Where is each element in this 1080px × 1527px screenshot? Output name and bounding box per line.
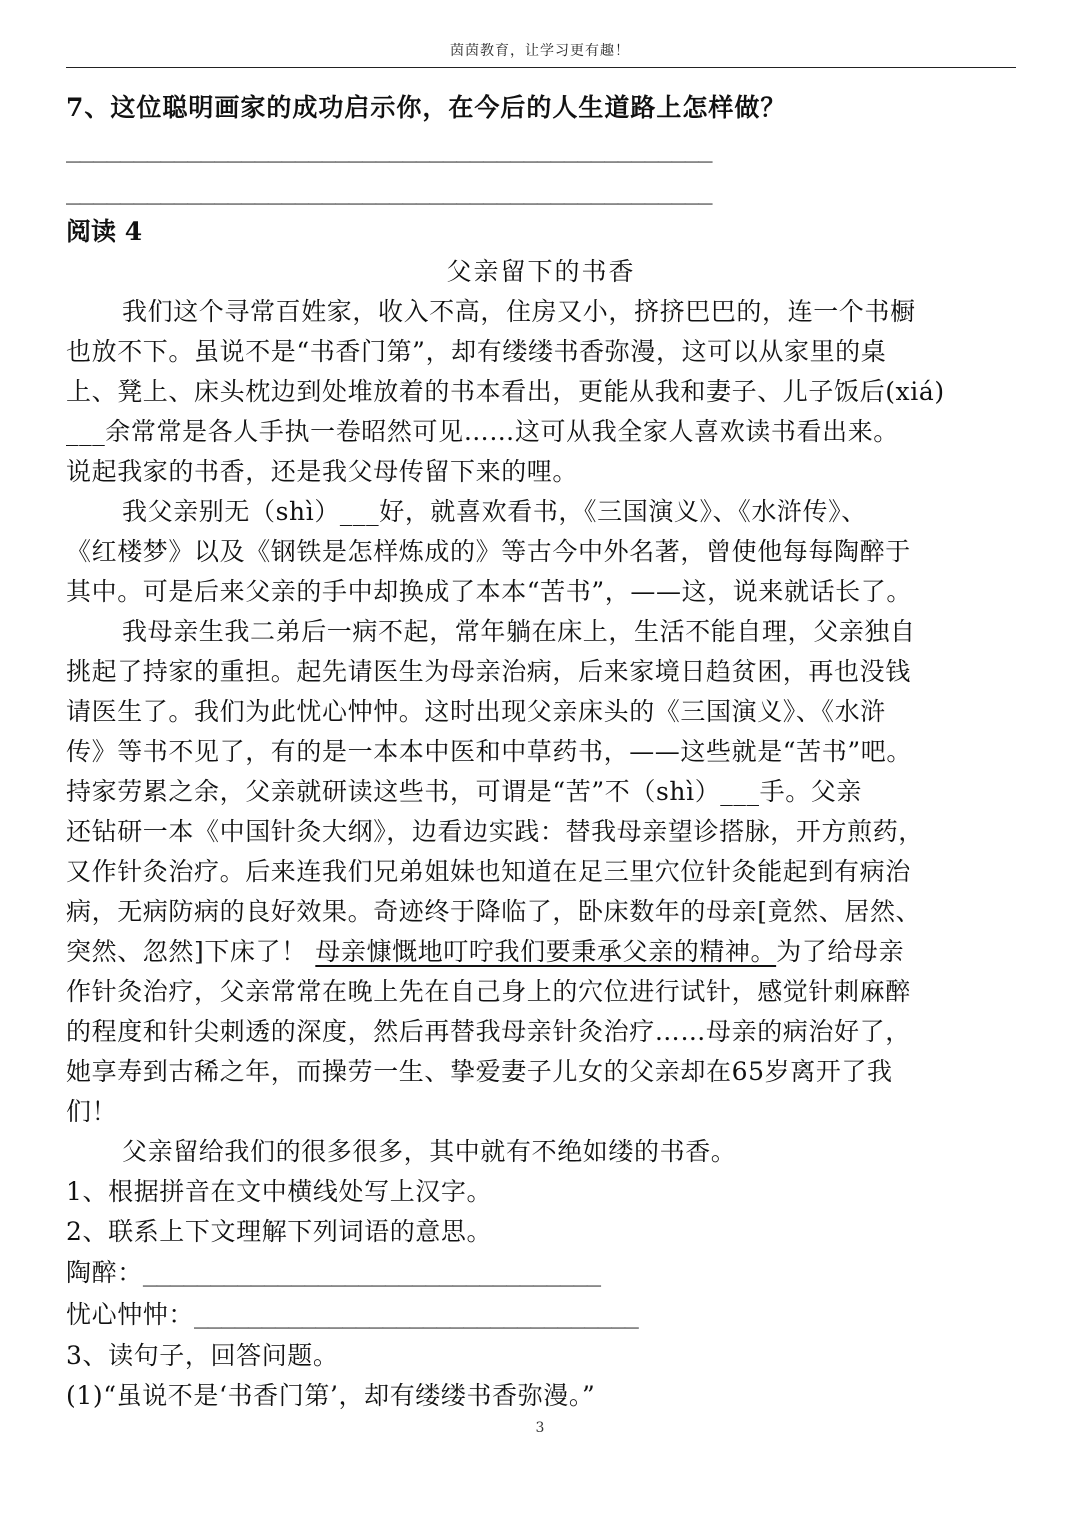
word-row-2 xyxy=(66,1294,1016,1336)
article-line: 也放不下。虽说不是“书香门第”，却有缕缕书香弥漫，这可以从家里的桌 xyxy=(66,337,887,366)
article-line: 上、凳上、床头枕边到处堆放着的书本看出，更能从我和妻子、儿子饭后(xiá) xyxy=(66,377,945,406)
article-line: 还钻研一本《中国针灸大纲》，边看边实践：替我母亲望诊搭脉，开方煎药， xyxy=(66,817,924,846)
word-label-taozui: 陶醉： xyxy=(66,1258,143,1287)
answer-line-2[interactable]: ________________________________________________ xyxy=(66,177,712,205)
section-label: 阅读 4 xyxy=(66,217,143,246)
word-answer-line-1[interactable]: __________________________________ xyxy=(142,1259,601,1287)
article-line: 又作针灸治疗。后来连我们兄弟姐妹也知道在足三里穴位针灸能起到有病治 xyxy=(66,857,911,886)
article-line: 其中。可是后来父亲的手中却换成了本本“苦书”，——这，说来就话长了。 xyxy=(66,577,912,606)
word-row-1 xyxy=(66,1252,1016,1294)
article-line: 请医生了。我们为此忧心忡忡。这时出现父亲床头的《三国演义》、《水浒 xyxy=(66,697,886,726)
question-3-1: (1)“虽说不是‘书香门第’，却有缕缕书香弥漫。” xyxy=(66,1381,596,1410)
article-line: 我们这个寻常百姓家，收入不高，住房又小，挤挤巴巴的，连一个书橱 xyxy=(122,297,916,326)
word-label-youxin: 忧心忡忡： xyxy=(66,1300,195,1329)
question-3: 3、读句子，回答问题。 xyxy=(66,1341,339,1370)
article-line-underlined xyxy=(66,932,1016,972)
question-1: 1、根据拼音在文中横线处写上汉字。 xyxy=(66,1177,493,1206)
article-line: 作针灸治疗，父亲常常在晚上先在自己身上的穴位进行试针，感觉针刺麻醉 xyxy=(66,977,911,1006)
question-2: 2、联系上下文理解下列词语的意思。 xyxy=(66,1217,493,1246)
line-text-after: 为了给母亲 xyxy=(776,937,905,966)
article-line: 说起我家的书香，还是我父母传留下来的哩。 xyxy=(66,457,579,486)
underlined-sentence: 母亲慷慨地叮咛我们要秉承父亲的精神。 xyxy=(315,937,777,966)
article-line: 我父亲别无（shì）___好，就喜欢看书，《三国演义》、《水浒传》、 xyxy=(122,497,867,526)
page-content xyxy=(66,88,1016,1416)
header-rule xyxy=(66,67,1016,68)
article-line: 传》等书不见了，有的是一本本中医和中草药书，——这些就是“苦书”吧。 xyxy=(66,737,912,766)
word-answer-line-2[interactable]: _________________________________ xyxy=(194,1301,638,1329)
article-line: ___余常常是各人手执一卷昭然可见……这可从我全家人喜欢读书看出来。 xyxy=(66,417,899,446)
page-header: 茵茵教育，让学习更有趣！ xyxy=(450,43,630,59)
page-number: 3 xyxy=(535,1420,545,1436)
article-closing: 父亲留给我们的很多很多，其中就有不绝如缕的书香。 xyxy=(122,1137,737,1166)
article-title: 父亲留下的书香 xyxy=(446,257,636,286)
article-line: 她享寿到古稀之年，而操劳一生、挚爱妻子儿女的父亲却在65岁离开了我 xyxy=(66,1057,893,1086)
answer-line-1[interactable]: ________________________________________________ xyxy=(66,135,712,163)
line-text-before: 突然、忽然]下床了！ xyxy=(66,937,307,966)
question-7: 7、这位聪明画家的成功启示你，在今后的人生道路上怎样做？ xyxy=(66,93,787,122)
article-line: 们！ xyxy=(66,1097,118,1126)
article-line: 病，无病防病的良好效果。奇迹终于降临了，卧床数年的母亲[竟然、居然、 xyxy=(66,897,922,926)
article-line: 我母亲生我二弟后一病不起，常年躺在床上，生活不能自理，父亲独自 xyxy=(122,617,916,646)
article-line: 的程度和针尖刺透的深度，然后再替我母亲针灸治疗……母亲的病治好了， xyxy=(66,1017,911,1046)
article-line: 《红楼梦》以及《钢铁是怎样炼成的》等古今中外名著，曾使他每每陶醉于 xyxy=(66,537,911,566)
article-line: 持家劳累之余，父亲就研读这些书，可谓是“苦”不（shì）___手。父亲 xyxy=(66,777,862,806)
article-line: 挑起了持家的重担。起先请医生为母亲治病，后来家境日趋贫困，再也没钱 xyxy=(66,657,911,686)
